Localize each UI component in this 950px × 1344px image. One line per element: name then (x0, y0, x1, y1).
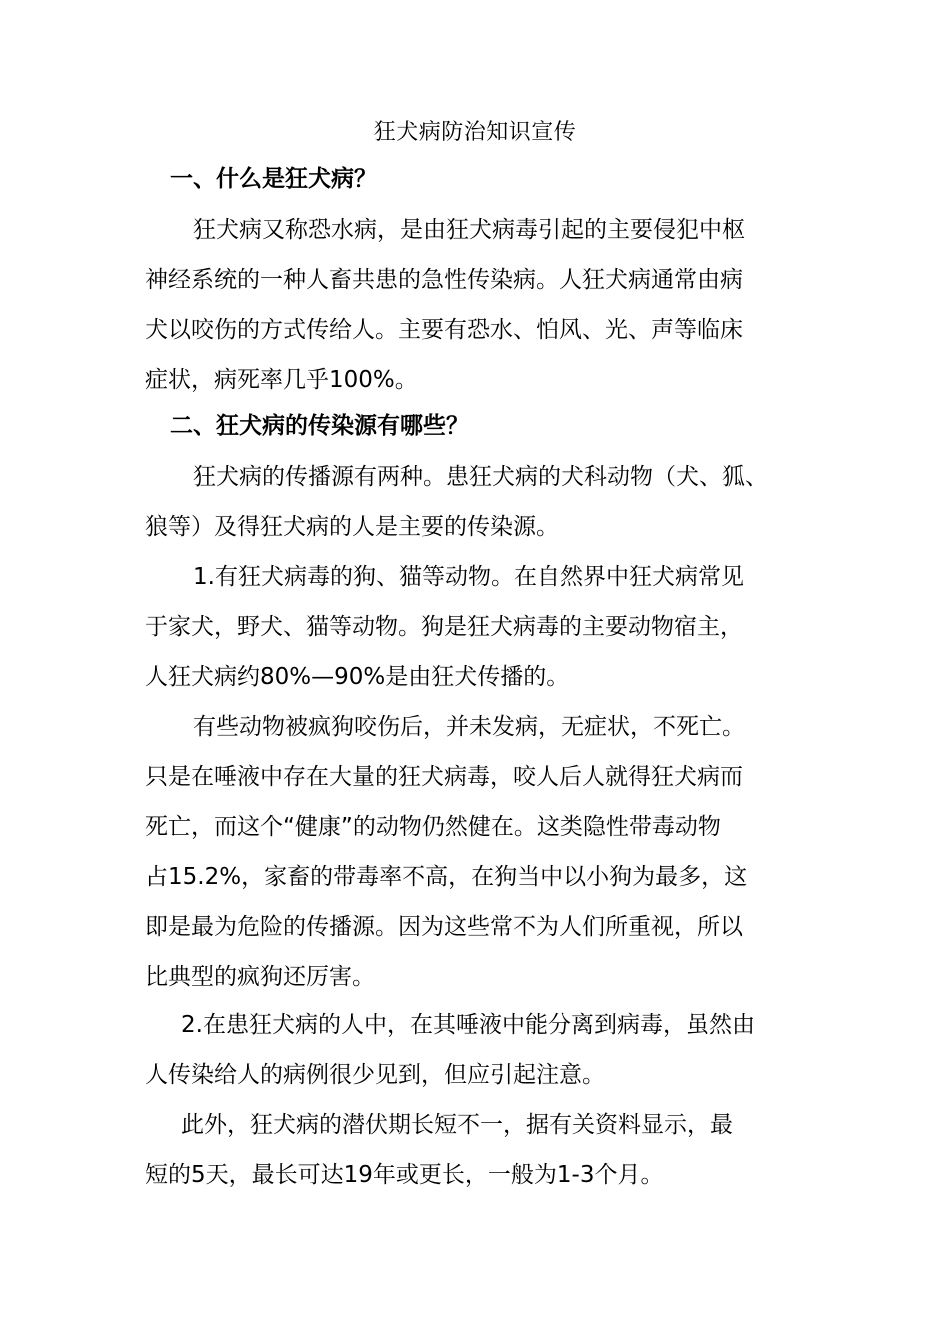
paragraph-line: 只是在唾液中存在大量的狂犬病毒，咬人后人就得狂犬病而 (145, 764, 743, 790)
paragraph-point-1-animals (145, 552, 813, 702)
paragraph-line: 比典型的疯狗还厉害。 (145, 964, 375, 990)
paragraph-line: 短的5天，最长可达19年或更长，一般为1-3个月。 (145, 1162, 664, 1188)
paragraph-latent-carriers (145, 702, 813, 1002)
paragraph-rabies-definition (145, 205, 813, 405)
section-heading-what-is-rabies: 一、什么是狂犬病？ (170, 166, 377, 192)
paragraph-line: 1.有狂犬病毒的狗、猫等动物。在自然界中狂犬病常见 (193, 564, 744, 590)
paragraph-line: 人传染给人的病例很少见到，但应引起注意。 (145, 1062, 605, 1088)
paragraph-line: 2.在患狂犬病的人中，在其唾液中能分离到病毒，虽然由 (181, 1012, 755, 1038)
paragraph-line: 症状，病死率几乎100%。 (145, 367, 418, 393)
paragraph-line: 狂犬病又称恐水病，是由狂犬病毒引起的主要侵犯中枢 (193, 217, 745, 243)
paragraph-line: 即是最为危险的传播源。因为这些常不为人们所重视，所以 (145, 914, 743, 940)
paragraph-line: 犬以咬伤的方式传给人。主要有恐水、怕风、光、声等临床 (145, 317, 743, 343)
paragraph-line: 神经系统的一种人畜共患的急性传染病。人狂犬病通常由病 (145, 267, 743, 293)
document-title: 狂犬病防治知识宣传 (373, 120, 577, 145)
paragraph-line: 狂犬病的传播源有两种。患狂犬病的犬科动物（犬、狐、 (193, 464, 768, 490)
paragraph-line: 占15.2%，家畜的带毒率不高，在狗当中以小狗为最多，这 (145, 864, 748, 890)
paragraph-line: 于家犬，野犬、猫等动物。狗是狂犬病毒的主要动物宿主， (145, 614, 743, 640)
paragraph-line: 此外，狂犬病的潜伏期长短不一，据有关资料显示，最 (181, 1112, 733, 1138)
section-heading-infection-sources: 二、狂犬病的传染源有哪些？ (170, 413, 469, 439)
paragraph-line: 人狂犬病约80%—90%是由狂犬传播的。 (145, 664, 570, 690)
paragraph-line: 有些动物被疯狗咬伤后，并未发病，无症状，不死亡。 (193, 714, 745, 740)
paragraph-incubation-period (145, 1100, 813, 1200)
paragraph-sources-intro (145, 452, 813, 552)
paragraph-line: 狼等）及得狂犬病的人是主要的传染源。 (145, 514, 559, 540)
paragraph-point-2-humans (145, 1000, 813, 1100)
paragraph-line: 死亡，而这个“健康”的动物仍然健在。这类隐性带毒动物 (145, 814, 721, 840)
